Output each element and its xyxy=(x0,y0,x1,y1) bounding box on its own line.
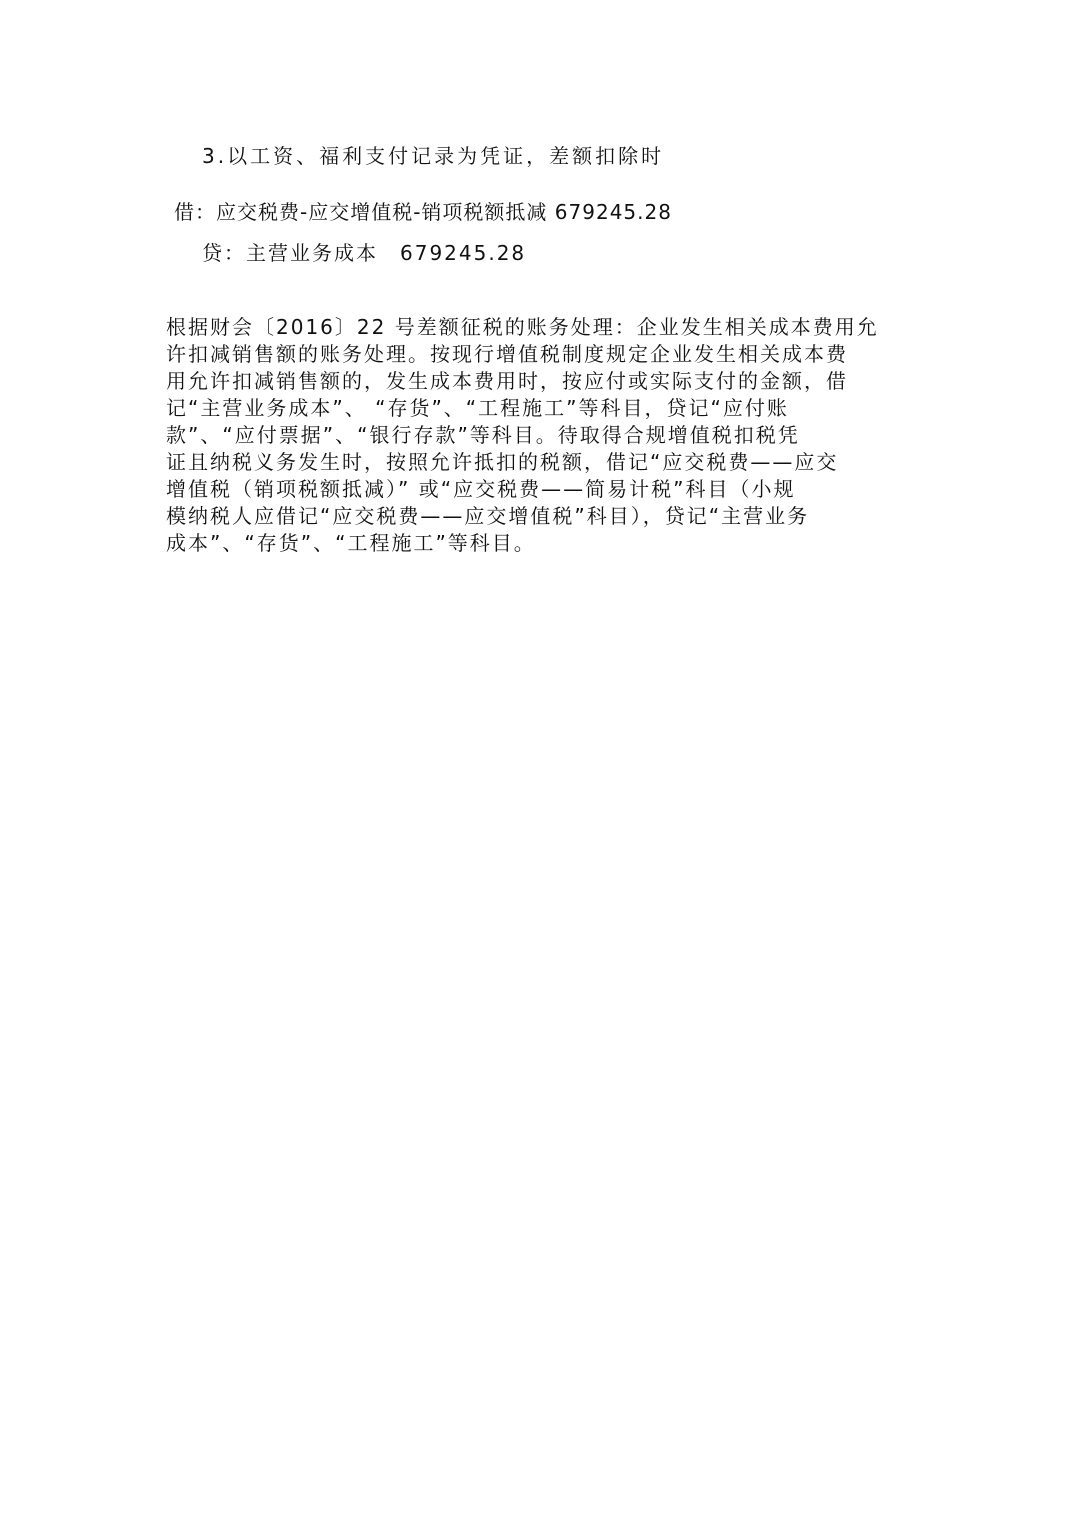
paragraph-line: 模纳税人应借记“应交税费——应交增值税”科目），贷记“主营业务 xyxy=(166,504,810,528)
section-heading: 3.以工资、福利支付记录为凭证，差额扣除时 xyxy=(202,144,665,168)
paragraph-line: 增值税（销项税额抵减）” 或“应交税费——简易计税”科目（小规 xyxy=(166,477,796,501)
paragraph-line: 根据财会〔2016〕22 号差额征税的账务处理：企业发生相关成本费用允 xyxy=(166,315,879,339)
paragraph-line: 款”、“应付票据”、“银行存款”等科目。待取得合规增值税扣税凭 xyxy=(166,423,800,447)
paragraph-line: 许扣减销售额的账务处理。按现行增值税制度规定企业发生相关成本费 xyxy=(166,342,848,366)
paragraph-line: 记“主营业务成本”、 “存货”、“工程施工”等科目，贷记“应付账 xyxy=(166,396,789,420)
paragraph-line: 用允许扣减销售额的，发生成本费用时，按应付或实际支付的金额，借 xyxy=(166,369,848,393)
debit-entry: 借：应交税费-应交增值税-销项税额抵减 679245.28 xyxy=(174,200,672,224)
paragraph-line: 证且纳税义务发生时，按照允许抵扣的税额，借记“应交税费——应交 xyxy=(166,450,839,474)
explanation-paragraph xyxy=(166,314,926,557)
credit-entry: 贷：主营业务成本 679245.28 xyxy=(202,241,527,265)
paragraph-line: 成本”、“存货”、“工程施工”等科目。 xyxy=(166,531,536,555)
